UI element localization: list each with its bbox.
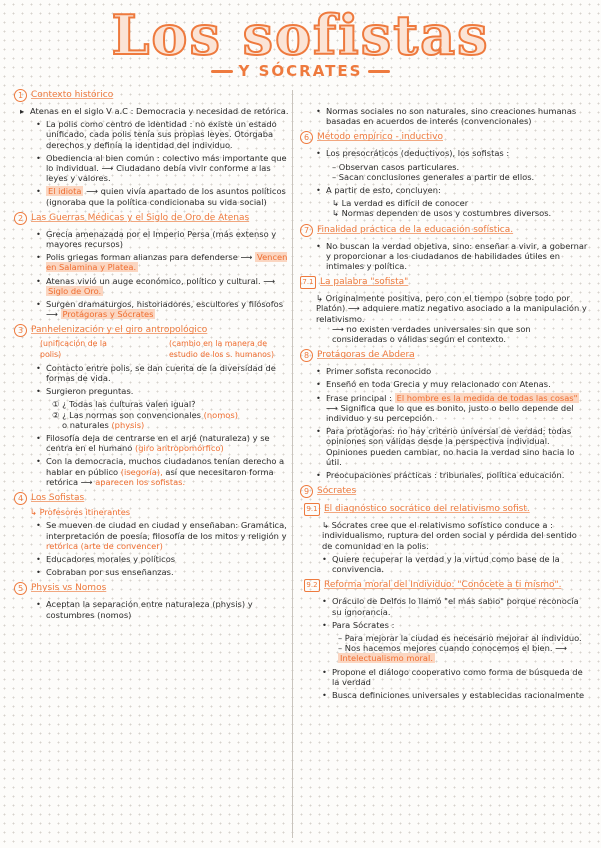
section-title: Sócrates [317, 486, 357, 497]
text-accent: (isegoría), [120, 466, 163, 477]
bullet-text: No buscan la verdad objetiva, sino: enseñar a vivir, a gobernar y proporcionar a los ciudadanos de habilidades útiles en intimales y política. [326, 240, 588, 272]
text: ① ¿ Todas las culturas valen igual? [52, 399, 196, 410]
sub-list [36, 363, 289, 487]
bullet-text [46, 299, 289, 319]
bullet-dot-icon: • [316, 470, 321, 481]
bullet-dot-icon: • [316, 185, 321, 196]
bullet-dot-icon: • [36, 362, 41, 373]
sub-list [36, 229, 289, 320]
list-item [36, 252, 289, 272]
list-item [36, 386, 289, 396]
section-3-header [14, 325, 289, 337]
bullet-text: Obediencia al bien común : colectivo más importante que lo individual. ⟶ Ciudadano debía vivir conforme a las leyes y valores. [46, 152, 287, 184]
bullet-dot-icon: • [36, 119, 41, 130]
list-item [322, 667, 588, 687]
list-item [316, 185, 588, 195]
page-title: Los sofistas [111, 3, 490, 67]
sub-list [322, 596, 588, 700]
bullet-text [46, 456, 289, 487]
text-accent: (giro antropomórfico) [135, 443, 224, 454]
section-title: Reforma moral del Individuo: "Conócete a ti mismo". [324, 580, 562, 591]
bullet-text: Surgieron preguntas. [46, 386, 134, 397]
text: Surgen dramaturgos, historiadores, escultores y filósofos ⟶ [46, 299, 284, 320]
section-body [316, 293, 588, 344]
list-item [316, 470, 588, 480]
section-number: 6 [300, 131, 313, 144]
column-divider [292, 90, 293, 838]
list-item [322, 554, 588, 574]
section-title: El diagnóstico socrático del relativismo sofist. [324, 504, 530, 515]
section-4-header [14, 493, 289, 505]
text: Atenas vivió un auge económico, político y cultural. ⟶ [46, 275, 276, 286]
text-accent: (physis) [111, 419, 145, 430]
text: Filosofía deja de centrarse en el arjé (naturaleza) y se centra en el humano [46, 433, 270, 454]
sub-item: ↳ Normas dependen de usos y costumbres diversos. [332, 208, 552, 219]
header [0, 0, 601, 90]
bullet-text: Contacto entre polis, se dan cuenta de la diversidad de formas de vida. [46, 362, 276, 384]
section-number: 9.1 [304, 503, 320, 516]
list-item [316, 379, 588, 389]
section-title: Las Guerras Médicas y el Siglo de Oro de Atenas [31, 212, 250, 223]
list-item [316, 426, 588, 467]
text: Con la democracia, muchos ciudadanos tenían derecho a hablar en público [46, 456, 285, 477]
sub-list [316, 148, 588, 218]
list-item [316, 393, 588, 424]
list-item [36, 554, 289, 564]
bullet-text: A partir de esto, concluyen: [326, 185, 441, 196]
section-title: Contexto histórico [31, 90, 114, 100]
highlight: El hombre es la medida de todas las cosas" [396, 392, 578, 403]
bullet-dot-icon: • [316, 379, 321, 390]
list-item [322, 596, 588, 616]
sub-list [36, 119, 289, 207]
bullet-text: Grecia amenazada por el Imperio Persa (más extenso y mayores recursos) [46, 228, 277, 250]
sub-list [36, 599, 289, 619]
section-8-header [300, 350, 588, 362]
sub-list [36, 520, 289, 577]
bullet-text [326, 393, 588, 424]
bullet-dot-icon: • [36, 567, 41, 578]
section-title: Protágoras de Abdera [317, 350, 415, 361]
bullet-text: Busca definiciones universales y establecidas racionalmente [332, 689, 585, 700]
bullet-text: Primer sofista reconocido [326, 366, 432, 377]
list-item [36, 186, 289, 206]
bullet-dot-icon: • [36, 228, 41, 239]
bullet-text: Propone el diálogo cooperativo como forma de búsqueda de la verdad [332, 666, 583, 687]
list-item [36, 567, 289, 577]
text: Frase principal : [326, 392, 392, 403]
bullet-dot-icon: • [316, 426, 321, 437]
text-accent: (nomos) [203, 409, 238, 420]
list-item [322, 620, 588, 630]
bullet-dot-icon: • [36, 252, 41, 263]
bullet-text: La polis como centro de identidad : no existe un estado unificado, cada polis tenía sus propias leyes. Otorgaba derechos y definía la identidad del individuo. [46, 119, 277, 150]
section-subtitle: ↳ Profesores itinerantes [30, 507, 131, 518]
paragraph: ↳ Sócrates cree que el relativismo sofístico conduce a : individualismo, ruptura del orden social y pérdida del sentido de comunidad en la polis. [322, 520, 577, 551]
section-2-header [14, 213, 289, 225]
paragraph: ⟶ no existen verdades universales sin que son consideradas o válidas según el contexto. [332, 323, 531, 345]
bullet-dot-icon: • [316, 366, 321, 377]
sub-item: – Observan casos particulares. [332, 161, 460, 172]
bullet-dot-icon: • [316, 148, 321, 159]
bullet-dot-icon: • [36, 456, 41, 467]
section-title: La palabra "sofista" [320, 277, 409, 288]
note-b: (cambio en la manera de estudio de los s. humanos) [169, 339, 275, 359]
bullet-text [46, 433, 289, 453]
list-item [36, 276, 289, 296]
section-number: 3 [14, 324, 27, 337]
bullet-text: Los presocráticos (deductivos), los sofistas : [326, 148, 510, 159]
section-9-header [300, 486, 588, 498]
list-item [36, 433, 289, 453]
highlight: Intelectualismo moral. [340, 653, 433, 664]
section-number: 5 [14, 582, 27, 595]
bullet-text: Para Sócrates : [332, 619, 395, 630]
section-title: Los Sofistas [31, 493, 85, 504]
section-number: 4 [14, 492, 27, 505]
list-item [20, 106, 289, 116]
bullet-dot-icon: • [322, 666, 327, 677]
bullet-dot-icon: • [36, 275, 41, 286]
bullet-dot-icon: • [36, 386, 41, 397]
page-subtitle [0, 62, 601, 80]
section-1-header [14, 90, 289, 102]
list-item [36, 599, 289, 619]
section-number: 9 [300, 485, 313, 498]
section-7-1-header [300, 277, 588, 289]
paragraph: ↳ Originalmente positiva, pero con el tiempo (sobre todo por Platón) ⟶ adquiere matiz negativo asociado a la manipulación y relativismo. [316, 293, 587, 324]
subtitle-text: Y SÓCRATES [238, 62, 363, 80]
text: ⟶ Significa que lo que es bonito, justo o bello depende del individuo y su percepción. [326, 402, 574, 424]
text-accent: aparecen los sofistas. [95, 476, 186, 487]
question-2 [52, 410, 289, 420]
list-item [36, 119, 289, 150]
list-item [322, 690, 588, 700]
list-item [316, 148, 588, 158]
bullet-text [46, 252, 289, 272]
text: así que necesitaron forma retórica ⟶ [46, 466, 274, 487]
list-item [316, 106, 588, 126]
sub-list [316, 241, 588, 272]
bullet-dot-icon: • [36, 553, 41, 564]
bullet-text: Enseñó en toda Grecia y muy relacionado con Atenas. [326, 379, 551, 390]
bullet-text [46, 276, 289, 296]
note-a: (unificación de la polis) [40, 339, 107, 359]
subtitle-dash-left [211, 70, 233, 73]
section-title: Finalidad práctica de la educación sofística. [317, 224, 514, 235]
bullet-text: Quiere recuperar la verdad y la virtud como base de la convivencia. [332, 553, 560, 575]
subtitle-dash-right [368, 70, 390, 73]
bullet-text: Preocupaciones prácticas : tribunales, política educación. [326, 470, 565, 481]
section-number: 7 [300, 224, 313, 237]
bullet-dot-icon: • [36, 186, 41, 197]
bullet-dot-icon: • [36, 299, 41, 310]
text: o naturales [62, 419, 109, 430]
section-number: 7.1 [300, 276, 316, 289]
section-6-header [300, 132, 588, 144]
text: ⟶ quien vivía apartado de los asuntos políticos (ignoraba que la política condicionaba su vida social) [46, 186, 286, 207]
sub-list [316, 106, 588, 126]
bullet-text: Normas sociales no son naturales, sino creaciones humanas basadas en acuerdos de interés (convencionales) [326, 106, 577, 127]
bullet-text: Oráculo de Delfos lo llamó "el más sabio" porque reconocía su ignorancia. [332, 596, 579, 617]
section-title: Método empírico - inductivo [317, 132, 443, 143]
bullet-dot-icon: • [322, 553, 327, 564]
section-body [322, 520, 588, 574]
bullet-dot-icon: • [36, 520, 41, 531]
sub-item: – Para mejorar la ciudad es necesario mejorar al individuo. [338, 632, 582, 643]
bullet-arrow-icon: ▸ [20, 106, 25, 116]
question-2b [62, 420, 289, 430]
bullet-text [46, 520, 289, 551]
bullet-dot-icon: • [36, 599, 41, 610]
bullet-text: Para protágoras: no hay criterio universal de verdad; todas opiniones son válidas desde la perspectiva individual. Opiniones pueden cambiar, no hacia la verdad sino hacia lo útil. [326, 426, 575, 467]
bullet-dot-icon: • [36, 433, 41, 444]
section-note [40, 339, 289, 359]
highlight: El idiota [48, 186, 82, 197]
list-item [36, 153, 289, 184]
bullet-dot-icon: • [316, 106, 321, 116]
bullet-dot-icon: • [322, 689, 327, 700]
section-title: Physis vs Nomos [31, 583, 107, 594]
section-number: 9.2 [304, 579, 320, 592]
highlight: Vencen en Salamina y Platea. [46, 252, 288, 273]
right-column [300, 84, 588, 703]
section-number: 1 [14, 89, 27, 102]
sub-list [316, 366, 588, 480]
sub-item: – Sacan conclusiones generales a partir de ellos. [332, 171, 535, 182]
section-5-header [14, 583, 289, 595]
list-item [316, 366, 588, 376]
sub-item: ↳ La verdad es difícil de conocer [332, 198, 469, 209]
bullet-text: Educadores morales y políticos [46, 553, 176, 564]
bullet-dot-icon: • [36, 152, 41, 163]
list-item [36, 520, 289, 551]
list-item [36, 229, 289, 249]
text: Polis griegas forman alianzas para defenderse ⟶ [46, 252, 253, 263]
section-7-header [300, 225, 588, 237]
highlight: Protágoras y Sócrates [62, 309, 154, 320]
left-column [14, 84, 289, 623]
list-item [36, 299, 289, 319]
bullet-text [46, 186, 289, 206]
bullet-dot-icon: • [316, 392, 321, 403]
bullet-dot-icon: • [316, 240, 321, 251]
section-number: 8 [300, 349, 313, 362]
list-item [36, 363, 289, 383]
bullet-text: Cobraban por sus enseñanzas. [46, 567, 174, 578]
text: Se mueven de ciudad en ciudad y enseñaban: Gramática, interpretación de poesía, filosofía de los mitos y religión y [46, 520, 287, 541]
section-9-2-header [304, 580, 588, 592]
question-1 [52, 399, 289, 409]
list-item [36, 456, 289, 487]
text: – Nos hacemos mejores cuando conocemos el bien. ⟶ [338, 643, 568, 654]
section-number: 2 [14, 212, 27, 225]
bullet-dot-icon: • [322, 619, 327, 630]
bullet-text: Atenas en el siglo V a.C : Democracia y necesidad de retórica. [30, 106, 289, 116]
section-9-1-header [304, 504, 588, 516]
highlight: Siglo de Oro. [48, 285, 102, 296]
sub-item [338, 643, 588, 663]
text-accent: retórica (arte de convencer) [46, 540, 163, 551]
text: ② ¿ Las normas son convencionales [52, 409, 201, 420]
section-title: Panhelenización y el giro antropológico [31, 325, 208, 336]
bullet-text: Aceptan la separación entre naturaleza (physis) y costumbres (nomos) [46, 599, 253, 620]
bullet-dot-icon: • [322, 596, 327, 607]
list-item [316, 241, 588, 272]
